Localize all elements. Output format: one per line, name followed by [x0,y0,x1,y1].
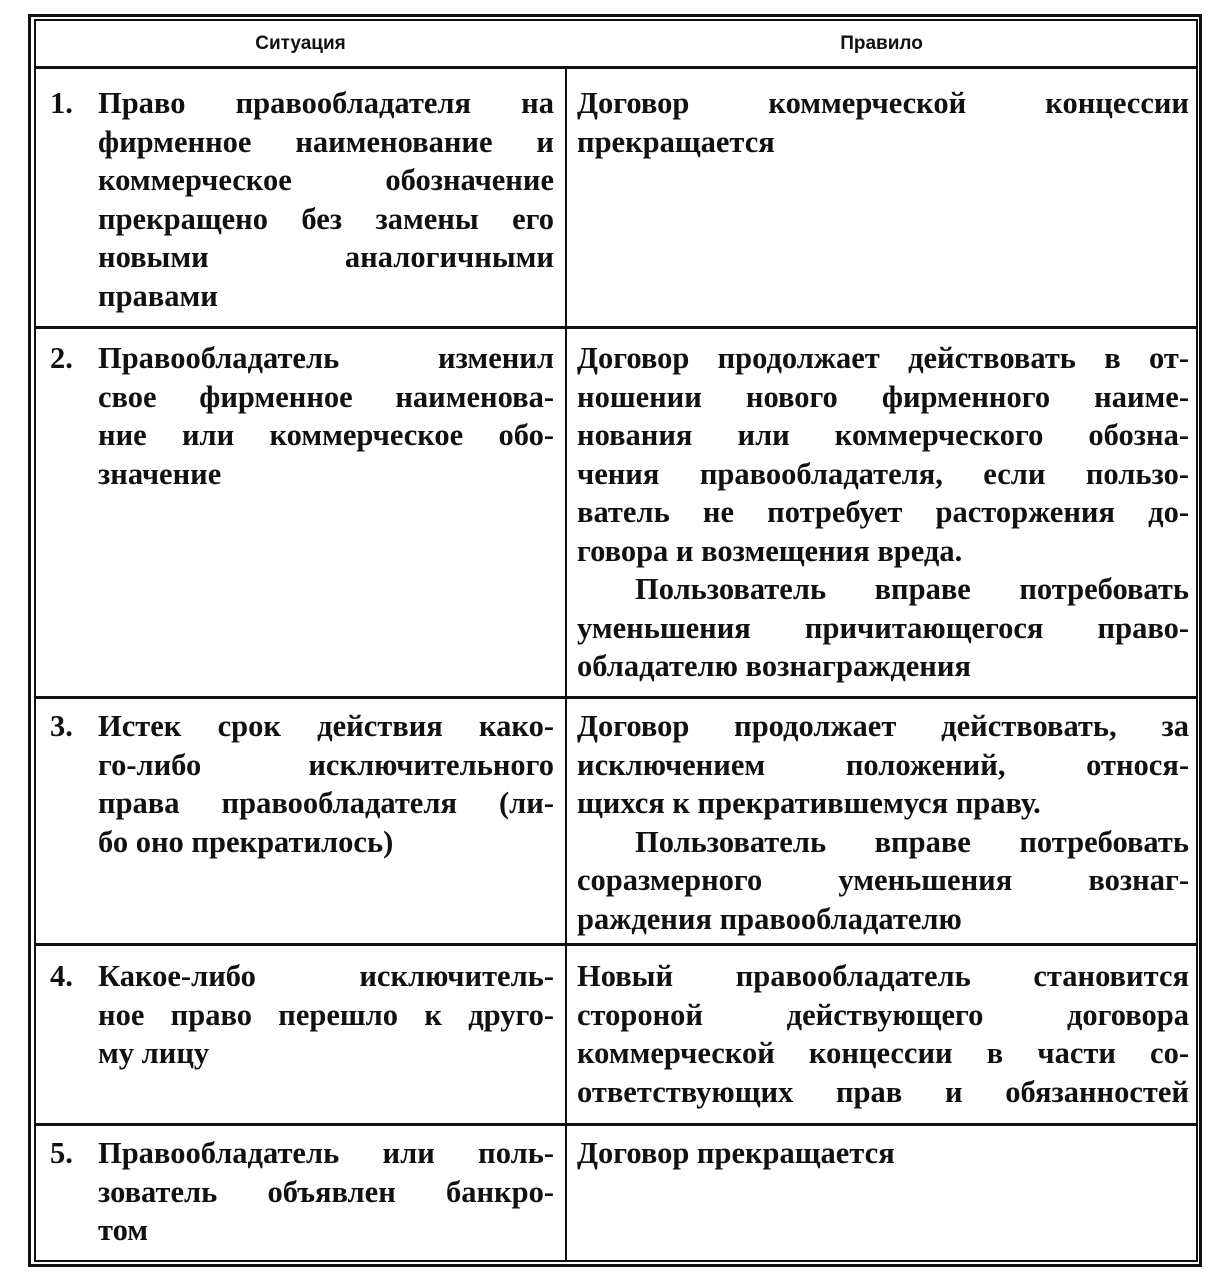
text-line: прекращено без замены его [98,201,554,236]
text-line: нования или коммерческого обозна- [577,418,1189,452]
row-divider [34,1123,1198,1126]
text-line: ватель не потребует расторжения до- [577,495,1189,529]
text-line: го-либо исключительного [98,747,554,782]
text-line: исключением положений, относя- [577,747,1189,782]
text-line: прекращается [577,124,775,159]
text-line: Пользователь вправе потребовать [635,824,1189,859]
text-line: коммерческой концессии в части со- [577,1036,1189,1070]
header-divider [34,66,1198,69]
text-line: Правообладатель изменил [98,341,554,375]
text-line: ответствующих прав и обязанностей [577,1074,1189,1109]
text-line: Договор продолжает действовать в от- [577,341,1189,375]
text-line: ние или коммерческое обо- [98,418,554,452]
text-line: обладателю вознаграждения [577,649,971,683]
text-line: правами [98,278,218,313]
text-line: Пользователь вправе потребовать [635,572,1189,606]
row-number: 5. [50,1136,73,1170]
text-line: ное право перешло к друго- [98,997,554,1032]
text-line: коммерческое обозначение [98,163,554,197]
text-line: Право правообладателя на [98,86,554,120]
text-line: ношении нового фирменного наиме- [577,379,1189,414]
text-line: права правообладателя (ли- [98,786,554,820]
text-line: щихся к прекратившемуся праву. [577,786,1041,820]
text-line: Правообладатель или поль- [98,1136,554,1170]
text-line: раждения правообладателю [577,901,962,936]
text-line: стороной действующего договора [577,997,1189,1032]
text-line: Новый правообладатель становится [577,959,1189,993]
text-line: зователь объявлен банкро- [98,1174,554,1209]
text-line: фирменное наименование и [98,124,554,159]
text-line: значение [98,456,222,491]
text-line: соразмерного уменьшения вознаг- [577,863,1189,897]
text-line: уменьшения причитающегося право- [577,610,1189,645]
row-number: 2. [50,341,73,375]
row-divider [34,943,1198,946]
text-line: му лицу [98,1036,210,1070]
column-divider [565,66,567,1260]
row-number: 1. [50,86,73,120]
text-line: свое фирменное наименова- [98,379,554,414]
row-divider [34,696,1198,699]
row-number: 4. [50,959,73,993]
text-line: Какое-либо исключитель- [98,959,554,993]
text-line: Договор коммерческой концессии [577,86,1189,120]
text-line: говора и возмещения вреда. [577,533,963,568]
header-situation: Ситуация [255,33,346,54]
text-line: Договор продолжает действовать, за [577,709,1189,743]
text-line: чения правообладателя, если пользо- [577,456,1189,491]
text-line: бо оно прекратилось) [98,824,394,859]
text-line: Договор прекращается [577,1136,895,1170]
text-line: том [98,1213,149,1247]
row-number: 3. [50,709,73,743]
text-line: Истек срок действия како- [98,709,554,743]
row-divider [34,326,1198,329]
text-line: новыми аналогичными [98,240,554,274]
header-rule: Правило [840,33,923,54]
